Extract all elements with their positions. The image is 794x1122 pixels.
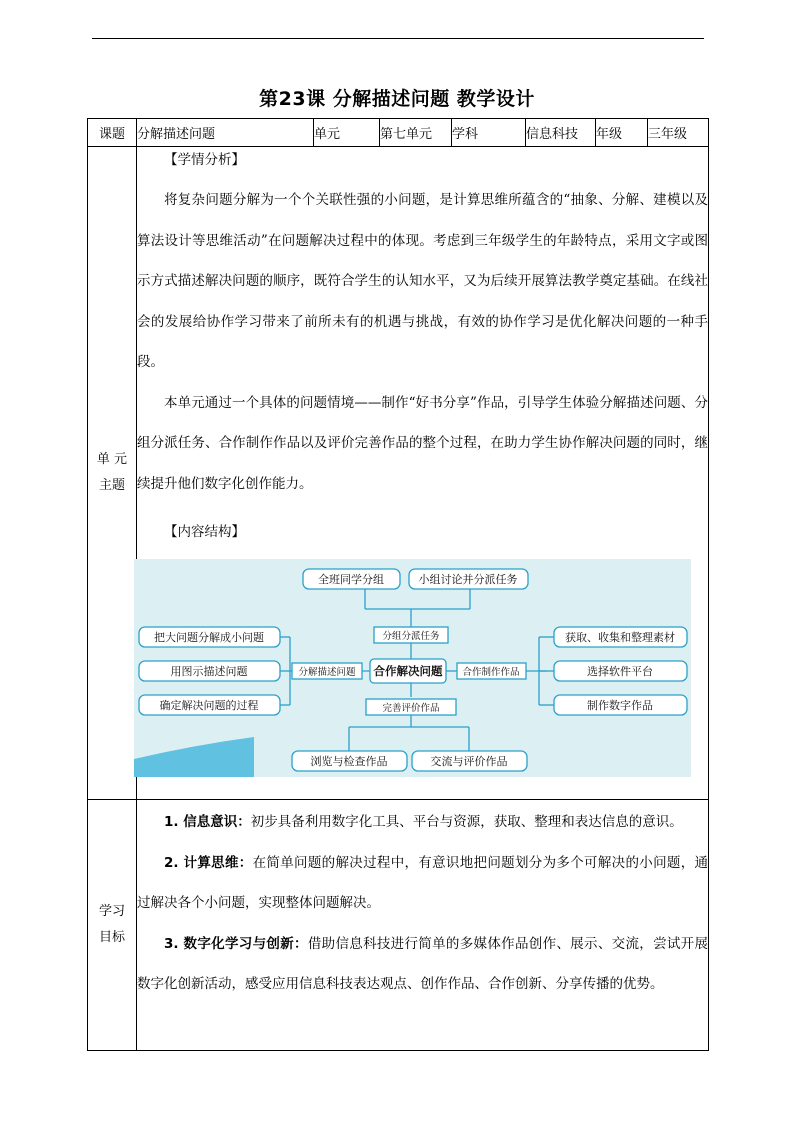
label-left-1: 把大问题分解成小问题: [154, 630, 264, 644]
analysis-heading: 【学情分析】: [164, 152, 245, 168]
header-rule: [92, 38, 704, 39]
analysis-paragraph-1: 将复杂问题分解为一个个关联性强的小问题，是计算思维所蕴含的“抽象、分解、建模以及算法设计等思维活动”在问题解决过程中的体现。考虑到三年级学生的年龄特点，采用文字或图示方式描述解决问题的顺序，既符合学生的认知水平，又为后续开展算法教学奠定基础。在线社会的发展给协作学习带来了前所未有的机遇与挑战，有效的协作学习是优化解决问题的一种手段。: [137, 192, 708, 370]
goal-2-text: 在简单问题的解决过程中，有意识地把问题划分为多个可解决的小问题，通过解决各个小问题，实现整体问题解决。: [137, 854, 709, 911]
goal-3: [137, 924, 708, 1005]
grade-value: 三年级: [648, 119, 709, 147]
goal-1-title: 1. 信息意识：: [164, 814, 251, 830]
lesson-value: 分解描述问题: [137, 119, 314, 147]
goals-side-label: [88, 800, 137, 1051]
goals-content: [137, 800, 709, 1051]
lesson-design-table: [87, 118, 709, 1051]
subject-value: 信息科技: [526, 119, 596, 147]
analysis-paragraph-2: 本单元通过一个具体的问题情境——制作“好书分享”作品，引导学生体验分解描述问题、分组分派任务、合作制作作品以及评价完善作品的整个过程，在助力学生协作解决问题的同时，继续提升他们数字化创作能力。: [137, 394, 708, 492]
structure-heading: 【内容结构】: [164, 524, 245, 540]
label-top-left: 全班同学分组: [318, 572, 384, 586]
content-structure-diagram: [134, 559, 691, 777]
label-top-link: 分组分派任务: [382, 630, 440, 642]
grade-label: 年级: [596, 119, 648, 147]
theme-label-line2: 主题: [98, 478, 125, 493]
label-right-3: 制作数字作品: [587, 698, 653, 712]
label-bottom-link: 完善评价作品: [382, 702, 440, 714]
label-right-link: 合作制作作品: [462, 666, 520, 678]
subject-label: 学科: [452, 119, 526, 147]
goals-label-line1: 学习: [98, 904, 125, 919]
goal-2-title: 2. 计算思维：: [164, 854, 253, 871]
theme-content: [137, 147, 709, 800]
goal-1: [137, 802, 708, 843]
header-row: [88, 119, 709, 147]
goal-2: [137, 843, 708, 924]
unit-value: 第七单元: [380, 119, 452, 147]
theme-row: [88, 147, 709, 800]
theme-side-label: [88, 147, 137, 800]
label-top-right: 小组讨论并分派任务: [418, 572, 518, 586]
goals-label-line2: 目标: [98, 930, 125, 945]
page-title: 第23课 分解描述问题 教学设计: [259, 88, 535, 110]
goal-1-text: 初步具备利用数字化工具、平台与资源，获取、整理和表达信息的意识。: [250, 814, 683, 830]
goal-3-text: 借助信息科技进行简单的多媒体作品创作、展示、交流，尝试开展数字化创新活动，感受应用信息科技表达观点、创作作品、合作创新、分享传播的优势。: [137, 935, 708, 992]
goal-3-title: 3. 数字化学习与创新：: [164, 935, 308, 952]
label-left-2: 用图示描述问题: [170, 664, 248, 678]
label-right-2: 选择软件平台: [587, 664, 653, 678]
label-left-link: 分解描述问题: [298, 666, 356, 678]
label-bottom-left: 浏览与检查作品: [310, 754, 388, 768]
label-right-1: 获取、收集和整理素材: [565, 630, 675, 644]
lesson-label: 课题: [88, 119, 137, 147]
theme-label-line1: 单 元: [96, 452, 128, 467]
unit-label: 单元: [314, 119, 380, 147]
goals-row: [88, 800, 709, 1051]
label-center: 合作解决问题: [373, 663, 443, 678]
label-left-3: 确定解决问题的过程: [159, 698, 259, 712]
label-bottom-right: 交流与评价作品: [430, 754, 508, 768]
